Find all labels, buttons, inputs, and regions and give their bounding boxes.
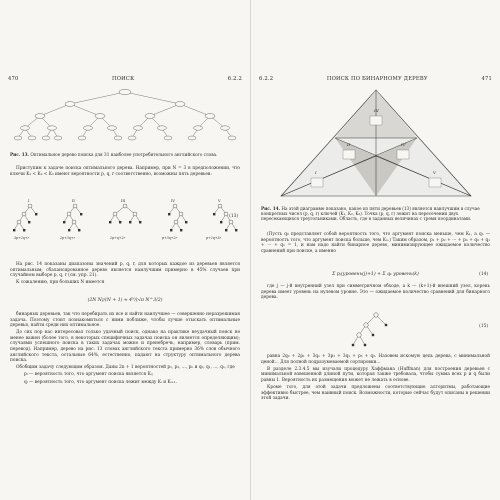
left-running-head [8,76,242,82]
tree-cost-2: 2p+3q+r [60,236,76,240]
tree-cost-3: 2p+q+2r [110,236,126,240]
right-page [250,0,500,500]
triangle-region-labels [251,86,500,202]
tree-cost-1: 3p+2q+r [14,236,30,240]
region-label-2: II [347,142,351,147]
tree-label-1: I [28,199,30,203]
region-label-3: III [374,108,379,113]
right-running-title: ПОИСК ПО БИНАРНОМУ ДЕРЕВУ [326,76,428,82]
sum-formula: Σ pⱼ(уровень(j)+1) + Σ qₖ уровень(k) [332,272,419,277]
right-para-1-text: (Пусть q₀ представляет собой вероятность того, что аргумент поиска меньше, чем K₁, а qₙ — вероятность того, что аргумент поиска больше, чем Kₙ.) Таким образом, p₁ + p₂ + ··· + pₙ + q₀ + q₁ + ··· + qₙ = 1, и нам надо найти бинарное дерево, минимизирующее ожидаемое количество сравнений при поиске, а именно [261,232,490,254]
figure-14-triangle [251,86,500,202]
right-para-2-text: где j — j-й внутренний узел при симметричном обходе, а k — (k+1)-й внешний узел, корень дерева имеет уровень на нулевом уровне. Это — ожидаемое количество сравнений для бинарного дерева. [261,284,490,301]
equation-14-number: (14) [479,272,488,277]
equation-15-number: (15) [479,324,488,329]
figure-13-label: Рис. 13. [10,152,30,157]
right-paragraph-2 [261,284,490,302]
left-para-2-text: На рис. 14 показаны диапазоны значений p, q, r, для которых каждое из деревьев является оптимальным; сбалансированное дерево является наилучшим примерно в 45% случаев при случайном выборе p, q, r (см. упр. 21). [10,262,240,279]
figure-13-tree [0,86,250,148]
tree-cost-4: p+3q+2r [162,236,178,240]
left-paragraph-3 [10,312,240,387]
right-paragraph-1 [261,232,490,256]
left-page-number: 470 [8,76,19,82]
tree-label-5: V [218,199,221,203]
figure-15-tree [251,310,500,352]
right-page-number: 471 [481,76,492,82]
left-para-1-text: Приступим к задаче поиска оптимального дерева. Например, при N = 3 в предположении, что ключи K₁ < K₂ < K₃ имеют вероятности p, q, r соответственно, возможны пять деревьев: [10,166,240,177]
binomial-formula: (2N N)/(N + 1) ≈ 4ᴺ/(√π N^3/2) [87,298,163,303]
figure-14-label: Рис. 14. [261,206,281,211]
tree-label-4: IV [171,199,176,203]
equation-13-number: (13) [229,214,238,219]
left-paragraph-1 [10,166,240,179]
left-para-3-text: К сожалению, при больших N имеется [16,280,105,286]
right-running-head [259,76,492,82]
tree-label-3: III [121,199,126,203]
region-label-5: V [433,170,436,175]
right-paragraph-3 [261,354,490,403]
left-def-1: pᵢ — вероятность того, что аргумент поиска является Kᵢ; [24,372,154,378]
figure-13-caption-text: Оптимальное дерево поиска для 31 наиболее употребительного английского слова. [30,152,218,157]
right-para-4-text: В разделе 2.3.4.5 мы изучали процедуру Хаффмана (Huffman) для построения деревьев с минимальной взвешенной длиной пути, которая также требовала, чтобы сумма всех p и q были равны 1. Вероятность их размещения может не лежать в основе. [261,366,490,383]
tree-cost-5: p+2q+3r [206,236,222,240]
right-para-5-text: Кроме того, для этой задачи предложены соответствующие алгоритмы, работающие эффективно быстрее, чем наивный поиск. Возможности, которые сейчас будут описаны в решении этой задачи. [261,384,490,402]
tree-label-2: II [72,199,75,203]
right-section-number: 6.2.2 [259,76,274,82]
left-para-4-text: бинарных деревьев, так что перебирать их все и найти наилучшее — совершенно неразрешимая задача. Поэтому стоит познакомиться с ними поближе, чтобы лучше отыскать оптимальные деревья, найти среди них оптимальное. [10,312,240,329]
figure-14-caption-text: На этой диаграмме показано, какое из пяти деревьев (13) является наилучшим в случае конкретных чисел (p, q, r) ключей (K₁, K₂, K₃). Точка (p, q, r) лежит на пересечении двух пересекающихся треугольниками. Область, где в заданных величинах с тремя координатами. [261,206,480,222]
left-paragraph-2 [10,262,240,287]
left-para-6-text: Обобщим задачу следующим образом. Даны 2n + 1 вероятностей p₁, p₂, ..., pₙ и q₀, q₁, ..., qₙ, где [16,365,235,371]
region-label-1: I [315,170,317,175]
left-def-2: qᵢ — вероятность того, что аргумент поиска лежит между Kᵢ и Kᵢ₊₁. [24,379,177,385]
left-section-number: 6.2.2 [227,76,242,82]
figure-13-caption [10,152,240,157]
region-label-4: IV [401,142,406,147]
left-running-title: ПОИСК [112,76,135,82]
five-trees-diagram [0,200,250,255]
figure-14-caption [261,206,490,222]
right-para-3-text: равна 2q₀ + 2p₁ + 3q₁ + 3p₂ + 3q₂ + p₃ + q₃. Назовем искомую цепь дерева, с минимальной ценой... Для полной подразумеваемой сортировки... [261,354,490,365]
left-para-5-text: До сих пор нас интересовал только удачный поиск, однако на практике неудачный поиск не менее важен (более того, в некоторых специфичных задачах поиска он является определяющим); случаями успешного поиска в таких задачах можно и пренебречь, например, словарь (прим. перевод). Например, дерево на рис. 13 словах английского текста примерно 36% слов обычного английского текста, остальные 64%, естественно, падают на структуру оптимального дерева поиска. [10,330,240,364]
